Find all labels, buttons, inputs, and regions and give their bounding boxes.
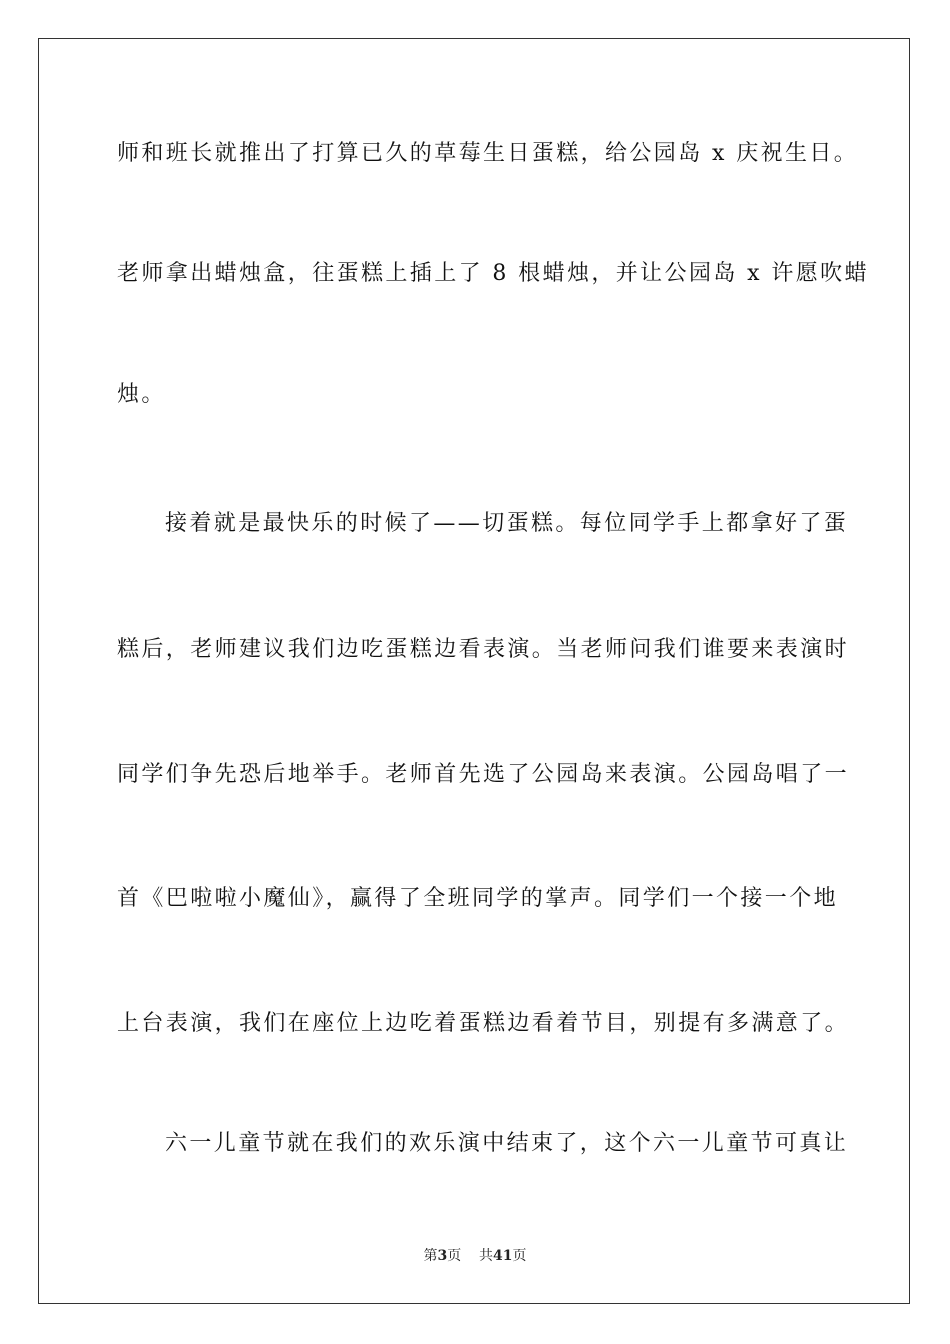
footer-total-pages: 41 (493, 1248, 513, 1264)
page-border (38, 38, 910, 1304)
page-footer (0, 1247, 950, 1265)
body-line-7: 首《巴啦啦小魔仙》，赢得了全班同学的掌声。同学们一个接一个地 (117, 886, 839, 911)
footer-total-suffix: 页 (512, 1248, 527, 1264)
footer-page-prefix: 第 (423, 1248, 438, 1264)
body-line-6: 同学们争先恐后地举手。老师首先选了公园岛来表演。公园岛唱了一 (117, 762, 850, 787)
footer-total-prefix: 共 (479, 1248, 494, 1264)
body-line-5: 糕后，老师建议我们边吃蛋糕边看表演。当老师问我们谁要来表演时 (117, 637, 850, 662)
body-line-1: 师和班长就推出了打算已久的草莓生日蛋糕，给公园岛 x 庆祝生日。 (117, 141, 859, 166)
body-line-9: 六一儿童节就在我们的欢乐演中结束了，这个六一儿童节可真让 (165, 1131, 849, 1156)
body-line-4: 接着就是最快乐的时候了——切蛋糕。每位同学手上都拿好了蛋 (165, 511, 849, 536)
body-line-3: 烛。 (117, 382, 166, 407)
body-line-2: 老师拿出蜡烛盒，往蛋糕上插上了 8 根蜡烛，并让公园岛 x 许愿吹蜡 (117, 261, 869, 286)
footer-page-number: 3 (437, 1248, 448, 1264)
body-line-8: 上台表演，我们在座位上边吃着蛋糕边看着节目，别提有多满意了。 (117, 1011, 850, 1036)
footer-page-suffix: 页 (447, 1248, 462, 1264)
